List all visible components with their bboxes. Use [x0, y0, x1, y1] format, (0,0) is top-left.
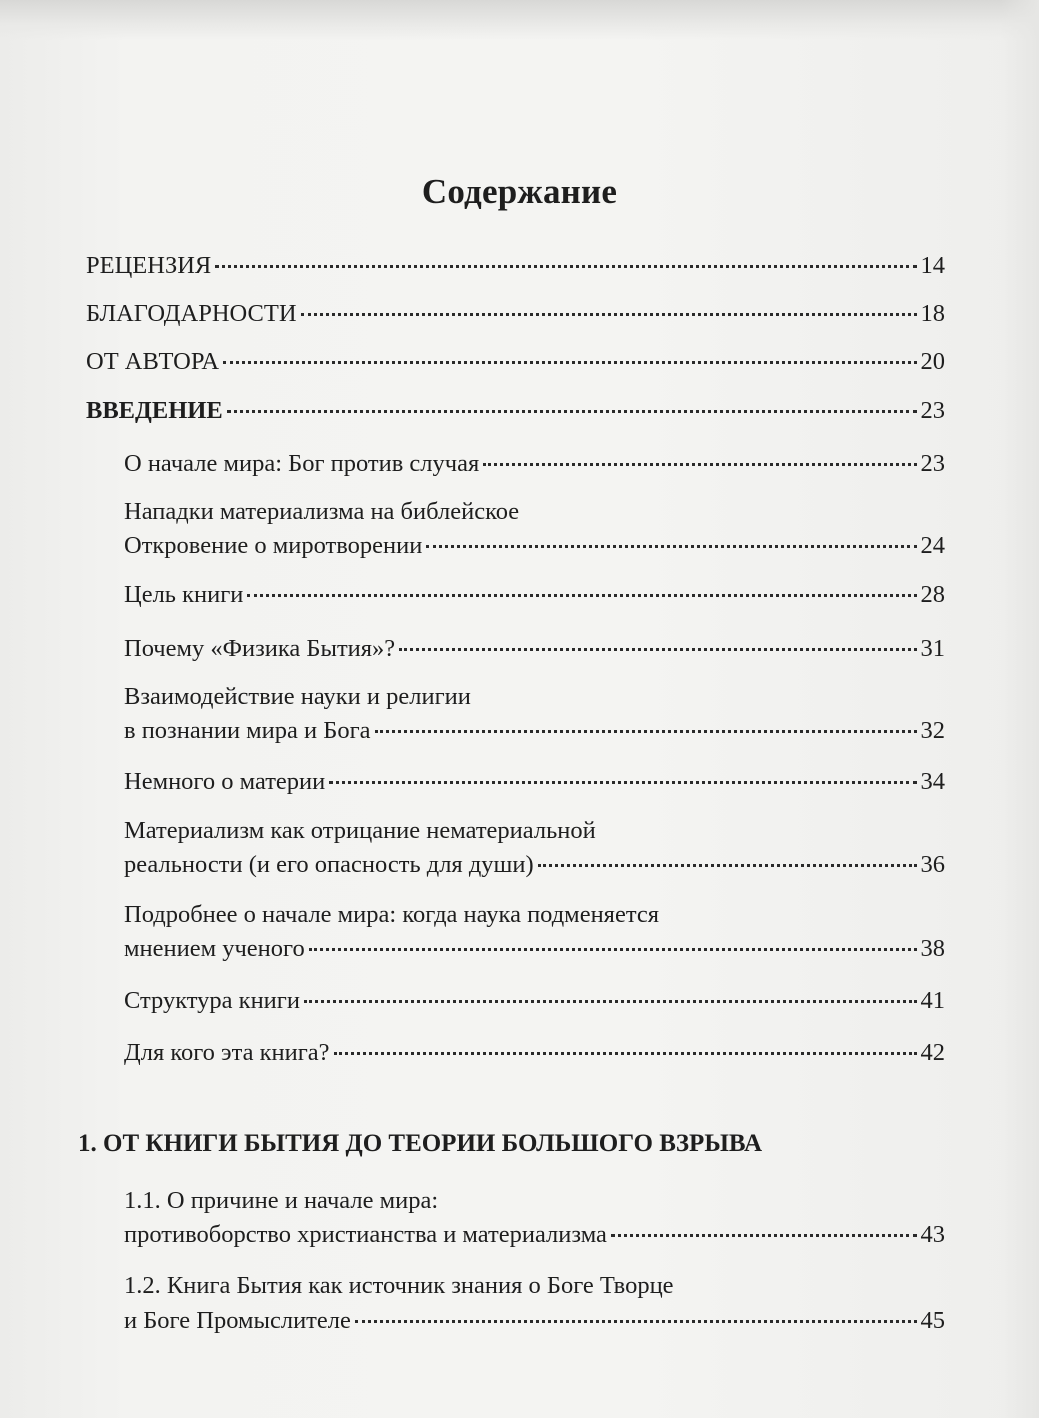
toc-leader-dots — [227, 410, 917, 413]
page-title: Содержание — [421, 172, 618, 211]
toc-entry-label: Откровение о миротворении — [124, 532, 423, 559]
toc-leader-dots — [334, 1052, 917, 1055]
toc-entry-page: 41 — [920, 987, 945, 1014]
toc-leader-dots — [375, 730, 917, 733]
toc-leader-dots — [247, 594, 916, 597]
toc-entry-page: 24 — [920, 532, 945, 559]
toc-entry-page: 20 — [920, 348, 945, 375]
toc-entry-page: 34 — [920, 768, 945, 795]
toc-entry-first-line: Материализм как отрицание нематериальной — [124, 817, 596, 844]
toc-leader-dots — [426, 545, 916, 548]
toc-entry-label: и Боге Промыслителе — [124, 1307, 351, 1334]
toc-entry-label: ОТ АВТОРА — [86, 348, 220, 375]
toc-entry-label: ВВЕДЕНИЕ — [86, 397, 223, 424]
toc-entry-page: 32 — [920, 717, 945, 744]
toc-entry-label: РЕЦЕНЗИЯ — [86, 252, 212, 279]
toc-entry-page: 31 — [920, 635, 945, 662]
toc-entry-page: 38 — [920, 935, 945, 962]
toc-entry-page: 14 — [920, 252, 945, 279]
toc-entry-page: 42 — [920, 1039, 945, 1066]
toc-entry-label: мнением ученого — [124, 935, 305, 962]
toc-entry-label: О начале мира: Бог против случая — [124, 450, 480, 477]
toc-leader-dots — [483, 463, 916, 466]
toc-entry-label: противоборство христианства и материализма — [124, 1221, 607, 1248]
toc-entry-label: БЛАГОДАРНОСТИ — [86, 300, 297, 327]
toc-leader-dots — [215, 265, 916, 268]
toc-leader-dots — [301, 313, 917, 316]
toc-leader-dots — [399, 648, 916, 651]
toc-entry-page: 28 — [920, 581, 945, 608]
toc-entry-first-line: 1.1. О причине и начале мира: — [124, 1187, 439, 1214]
toc-entry-page: 23 — [920, 397, 945, 424]
toc-entry-page: 18 — [920, 300, 945, 327]
toc-leader-dots — [538, 864, 917, 867]
toc-entry-first-line: Взаимодействие науки и религии — [124, 683, 471, 710]
toc-leader-dots — [611, 1234, 917, 1237]
toc-entry-page: 43 — [920, 1221, 945, 1248]
toc-entry-label: Почему «Физика Бытия»? — [124, 635, 396, 662]
toc-entry-first-line: Нападки материализма на библейское — [124, 498, 520, 525]
toc-entry-page: 23 — [920, 450, 945, 477]
toc-entry-first-line: Подробнее о начале мира: когда наука подменяется — [124, 901, 659, 928]
toc-entry-label: Структура книги — [124, 987, 300, 1014]
chapter-1-heading: 1. ОТ КНИГИ БЫТИЯ ДО ТЕОРИИ БОЛЬШОГО ВЗРЫВА — [78, 1130, 763, 1157]
toc-leader-dots — [223, 361, 916, 364]
toc-entry-first-line: 1.2. Книга Бытия как источник знания о Боге Творце — [124, 1272, 674, 1299]
toc-leader-dots — [355, 1320, 917, 1323]
toc-leader-dots — [304, 1000, 917, 1003]
toc-entry-label: реальности (и его опасность для души) — [124, 851, 534, 878]
toc-entry-label: Для кого эта книга? — [124, 1039, 330, 1066]
toc-entry-label: Немного о материи — [124, 768, 326, 795]
toc-leader-dots — [309, 948, 917, 951]
toc-entry-label: Цель книги — [124, 581, 244, 608]
toc-entry-page: 45 — [920, 1307, 945, 1334]
toc-leader-dots — [329, 781, 916, 784]
toc-entry-page: 36 — [920, 851, 945, 878]
toc-entry-label: в познании мира и Бога — [124, 717, 371, 744]
